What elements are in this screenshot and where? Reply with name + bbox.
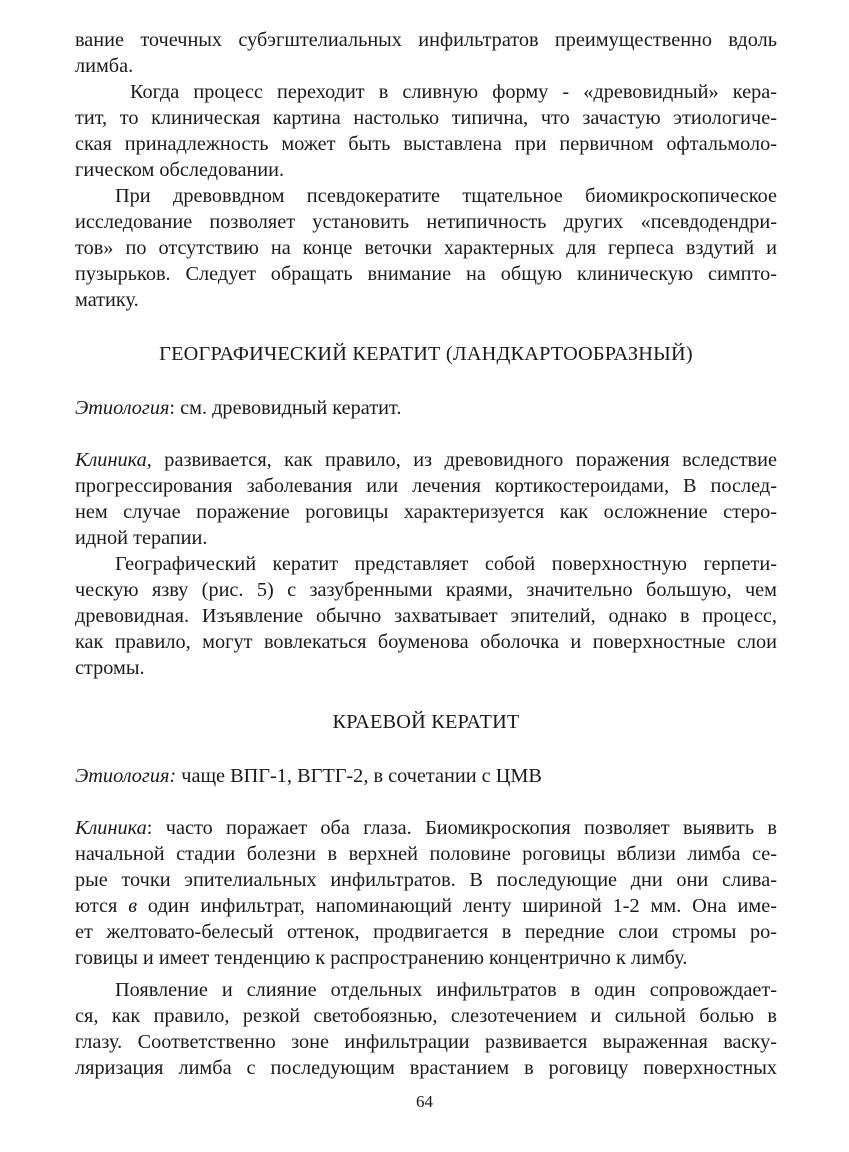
text-line: исследование позволяет установить нетипичность других «псевдодендри- (75, 211, 777, 233)
etiology-marginal (75, 763, 777, 789)
etiology-label: Этиология (75, 397, 170, 419)
text-line: ческую язву (рис. 5) с зазубренными краями, значительно большую, чем (75, 579, 777, 601)
text-line (75, 447, 777, 473)
etiology-geographic (75, 395, 777, 421)
text-line: вание точечных субэгштелиальных инфильтратов преимущественно вдоль (75, 29, 777, 51)
text-line: тит, то клиническая картина настолько типична, что зачастую этиологиче- (75, 107, 777, 129)
text-line: говицы и имеет тенденцию к распространению концентрично к лимбу. (75, 947, 688, 969)
page-body (75, 27, 777, 1081)
etiology-text: чаще ВПГ-1, ВГТГ-2, в сочетании с ЦМВ (176, 765, 542, 787)
text-fragment: один инфильтрат, напоминающий ленту шириной 1-2 мм. Она име- (137, 895, 777, 917)
text-line: лимба. (75, 55, 134, 77)
section-heading-geographic: ГЕОГРАФИЧЕСКИЙ КЕРАТИТ (ЛАНДКАРТООБРАЗНЫЙ) (159, 343, 693, 365)
clinic-text: развивается, как правило, из древовидного поражения вследствие (151, 449, 777, 471)
text-line: гическом обследовании. (75, 159, 285, 181)
text-line: прогрессирования заболевания или лечения кортикостероидами, В послед- (75, 475, 777, 497)
text-line: тов» по отсутствию на конце веточки характерных для герпеса вздутий и (75, 237, 777, 259)
text-line (75, 815, 777, 841)
clinic-label: Клиника (75, 817, 147, 839)
text-line: как правило, могут вовлекаться боуменова оболочка и поверхностные слои (75, 631, 777, 653)
text-line: древовидная. Изъявление обычно захватывает эпителий, однако в процесс, (75, 605, 777, 627)
text-line: При древоввдном псевдокератите тщательное биомикроскопическое (115, 185, 777, 207)
paragraph-marginal-last (75, 977, 777, 1081)
text-line: стромы. (75, 657, 145, 679)
paragraph-1 (75, 27, 777, 79)
text-line: ляризация лимба с последующим врастанием в роговицу поверхностных (75, 1057, 777, 1079)
paragraph-2 (75, 79, 777, 183)
clinic-marginal (75, 815, 777, 971)
text-line (75, 395, 777, 421)
text-line: начальной стадии болезни в верхней половине роговицы вблизи лимба се- (75, 843, 777, 865)
text-line: Географический кератит представляет собой поверхностную герпети- (115, 553, 777, 575)
text-line: рые точки эпителиальных инфильтратов. В последующие дни они слива- (75, 869, 777, 891)
page-number: 64 (416, 1092, 433, 1111)
text-line: ся, как правило, резкой светобоязнью, слезотечением и сильной болью в (75, 1005, 777, 1027)
italic-letter: в (128, 895, 138, 917)
etiology-text: : см. древовидный кератит. (169, 397, 402, 419)
paragraph-geographic (75, 551, 777, 681)
text-line: идной терапии. (75, 527, 208, 549)
paragraph-3 (75, 183, 777, 313)
clinic-text: : часто поражает оба глаза. Биомикроскопия позволяет выявить в (146, 817, 777, 839)
text-fragment: ются (75, 895, 129, 917)
text-line (75, 763, 777, 789)
clinic-geographic (75, 447, 777, 551)
text-line: ская принадлежность может быть выставлена при первичном офтальмоло- (75, 133, 777, 155)
text-line: пузырьков. Следует обращать внимание на общую клиническую симпто- (75, 263, 777, 285)
text-line (75, 893, 777, 919)
etiology-label: Этиология: (75, 765, 177, 787)
text-line: матику. (75, 289, 139, 311)
text-line: Появление и слияние отдельных инфильтратов в один сопровождает- (115, 979, 777, 1001)
text-line: нем случае поражение роговицы характеризуется как осложнение стеро- (75, 501, 777, 523)
text-line: ет желтовато-белесый оттенок, продвигается в передние слои стромы ро- (75, 921, 777, 943)
text-line: глазу. Соответственно зоне инфильтрации развивается выраженная васку- (75, 1031, 777, 1053)
clinic-label: Клиника, (75, 449, 152, 471)
text-line: Когда процесс переходит в сливную форму - «древовидный» кера- (130, 81, 777, 103)
section-heading-marginal: КРАЕВОЙ КЕРАТИТ (332, 711, 520, 733)
